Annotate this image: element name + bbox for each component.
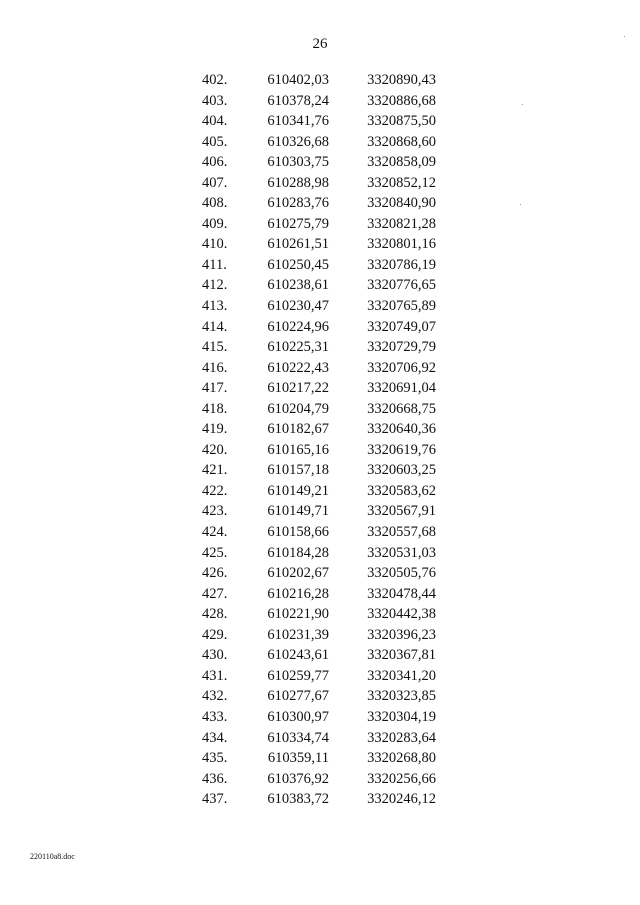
y-coordinate: 3320557,68	[367, 524, 436, 541]
row-number: 437.	[202, 791, 228, 808]
row-number: 432.	[202, 688, 228, 705]
x-coordinate: 610217,22	[267, 380, 329, 397]
row-number: 409.	[202, 215, 228, 232]
table-row	[0, 645, 640, 666]
row-number: 430.	[202, 647, 228, 664]
row-number: 417.	[202, 380, 228, 397]
y-coordinate: 3320875,50	[367, 113, 436, 130]
x-coordinate: 610283,76	[267, 195, 329, 212]
y-coordinate: 3320852,12	[367, 174, 436, 191]
y-coordinate: 3320246,12	[367, 791, 436, 808]
coordinates-table	[0, 70, 640, 810]
y-coordinate: 3320786,19	[367, 256, 436, 273]
row-number: 421.	[202, 462, 228, 479]
x-coordinate: 610165,16	[267, 441, 329, 458]
y-coordinate: 3320531,03	[367, 544, 436, 561]
row-number: 402.	[202, 72, 228, 88]
x-coordinate: 610184,28	[267, 544, 329, 561]
x-coordinate: 610277,67	[267, 688, 329, 705]
table-row	[0, 789, 640, 810]
x-coordinate: 610275,79	[267, 215, 329, 232]
y-coordinate: 3320304,19	[367, 708, 436, 725]
row-number: 411.	[202, 256, 227, 273]
table-row	[0, 275, 640, 296]
y-coordinate: 3320749,07	[367, 318, 436, 335]
x-coordinate: 610149,21	[267, 482, 329, 499]
x-coordinate: 610202,67	[267, 565, 329, 582]
x-coordinate: 610238,61	[267, 277, 329, 294]
x-coordinate: 610225,31	[267, 339, 329, 356]
row-number: 427.	[202, 585, 228, 602]
row-number: 429.	[202, 626, 228, 643]
y-coordinate: 3320691,04	[367, 380, 436, 397]
y-coordinate: 3320858,09	[367, 154, 436, 171]
table-row	[0, 234, 640, 255]
x-coordinate: 610300,97	[267, 708, 329, 725]
y-coordinate: 3320619,76	[367, 441, 436, 458]
table-row	[0, 440, 640, 461]
x-coordinate: 610158,66	[267, 524, 329, 541]
x-coordinate: 610326,68	[267, 133, 329, 150]
row-number: 410.	[202, 236, 228, 253]
y-coordinate: 3320668,75	[367, 400, 436, 417]
y-coordinate: 3320801,16	[367, 236, 436, 253]
x-coordinate: 610157,18	[267, 462, 329, 479]
x-coordinate: 610250,45	[267, 256, 329, 273]
table-row	[0, 604, 640, 625]
y-coordinate: 3320341,20	[367, 667, 436, 684]
row-number: 431.	[202, 667, 228, 684]
y-coordinate: 3320706,92	[367, 359, 436, 376]
row-number: 420.	[202, 441, 228, 458]
x-coordinate: 610261,51	[267, 236, 329, 253]
table-row	[0, 666, 640, 687]
table-row	[0, 625, 640, 646]
row-number: 419.	[202, 421, 228, 438]
table-row	[0, 111, 640, 132]
row-number: 405.	[202, 133, 228, 150]
row-number: 415.	[202, 339, 228, 356]
table-row	[0, 173, 640, 194]
scan-speck	[522, 104, 523, 105]
x-coordinate: 610376,92	[267, 770, 329, 787]
table-row	[0, 317, 640, 338]
table-row	[0, 152, 640, 173]
table-row	[0, 686, 640, 707]
x-coordinate: 610231,39	[267, 626, 329, 643]
row-number: 416.	[202, 359, 228, 376]
y-coordinate: 3320478,44	[367, 585, 436, 602]
table-row	[0, 748, 640, 769]
x-coordinate: 610288,98	[267, 174, 329, 191]
table-row	[0, 358, 640, 379]
row-number: 423.	[202, 503, 228, 520]
x-coordinate: 610259,77	[267, 667, 329, 684]
y-coordinate: 3320567,91	[367, 503, 436, 520]
table-row	[0, 337, 640, 358]
row-number: 425.	[202, 544, 228, 561]
table-row	[0, 707, 640, 728]
row-number: 403.	[202, 92, 228, 109]
y-coordinate: 3320396,23	[367, 626, 436, 643]
x-coordinate: 610204,79	[267, 400, 329, 417]
y-coordinate: 3320505,76	[367, 565, 436, 582]
y-coordinate: 3320729,79	[367, 339, 436, 356]
table-row	[0, 419, 640, 440]
table-row	[0, 70, 640, 91]
y-coordinate: 3320640,36	[367, 421, 436, 438]
y-coordinate: 3320840,90	[367, 195, 436, 212]
page-number: 26	[312, 36, 328, 52]
scan-speck	[624, 36, 625, 37]
row-number: 428.	[202, 606, 228, 623]
row-number: 412.	[202, 277, 228, 294]
y-coordinate: 3320776,65	[367, 277, 436, 294]
y-coordinate: 3320765,89	[367, 298, 436, 315]
footer-filename: 220110a8.doc	[30, 852, 75, 861]
row-number: 414.	[202, 318, 228, 335]
table-row	[0, 769, 640, 790]
row-number: 424.	[202, 524, 228, 541]
y-coordinate: 3320442,38	[367, 606, 436, 623]
table-row	[0, 460, 640, 481]
table-row	[0, 481, 640, 502]
table-row	[0, 501, 640, 522]
x-coordinate: 610383,72	[267, 791, 329, 808]
table-row	[0, 728, 640, 749]
table-row	[0, 193, 640, 214]
row-number: 434.	[202, 729, 228, 746]
y-coordinate: 3320603,25	[367, 462, 436, 479]
row-number: 404.	[202, 113, 228, 130]
y-coordinate: 3320821,28	[367, 215, 436, 232]
y-coordinate: 3320256,66	[367, 770, 436, 787]
table-row	[0, 91, 640, 112]
row-number: 426.	[202, 565, 228, 582]
row-number: 435.	[202, 750, 228, 767]
table-row	[0, 563, 640, 584]
x-coordinate: 610230,47	[267, 298, 329, 315]
row-number: 413.	[202, 298, 228, 315]
y-coordinate: 3320583,62	[367, 482, 436, 499]
table-row	[0, 132, 640, 153]
table-row	[0, 522, 640, 543]
y-coordinate: 3320868,60	[367, 133, 436, 150]
x-coordinate: 610303,75	[267, 154, 329, 171]
row-number: 436.	[202, 770, 228, 787]
y-coordinate: 3320323,85	[367, 688, 436, 705]
y-coordinate: 3320890,43	[367, 72, 436, 88]
x-coordinate: 610341,76	[267, 113, 329, 130]
row-number: 433.	[202, 708, 228, 725]
x-coordinate: 610222,43	[267, 359, 329, 376]
x-coordinate: 610224,96	[267, 318, 329, 335]
x-coordinate: 610243,61	[267, 647, 329, 664]
x-coordinate: 610149,71	[267, 503, 329, 520]
x-coordinate: 610402,03	[267, 72, 329, 88]
y-coordinate: 3320367,81	[367, 647, 436, 664]
y-coordinate: 3320886,68	[367, 92, 436, 109]
row-number: 418.	[202, 400, 228, 417]
scan-speck	[520, 204, 521, 205]
row-number: 406.	[202, 154, 228, 171]
x-coordinate: 610378,24	[267, 92, 329, 109]
row-number: 407.	[202, 174, 228, 191]
x-coordinate: 610334,74	[267, 729, 329, 746]
table-row	[0, 399, 640, 420]
table-row	[0, 378, 640, 399]
y-coordinate: 3320283,64	[367, 729, 436, 746]
x-coordinate: 610182,67	[267, 421, 329, 438]
y-coordinate: 3320268,80	[367, 750, 436, 767]
row-number: 422.	[202, 482, 228, 499]
table-row	[0, 255, 640, 276]
x-coordinate: 610216,28	[267, 585, 329, 602]
table-row	[0, 584, 640, 605]
row-number: 408.	[202, 195, 228, 212]
table-row	[0, 543, 640, 564]
table-row	[0, 296, 640, 317]
table-row	[0, 214, 640, 235]
x-coordinate: 610359,11	[267, 750, 329, 767]
x-coordinate: 610221,90	[267, 606, 329, 623]
